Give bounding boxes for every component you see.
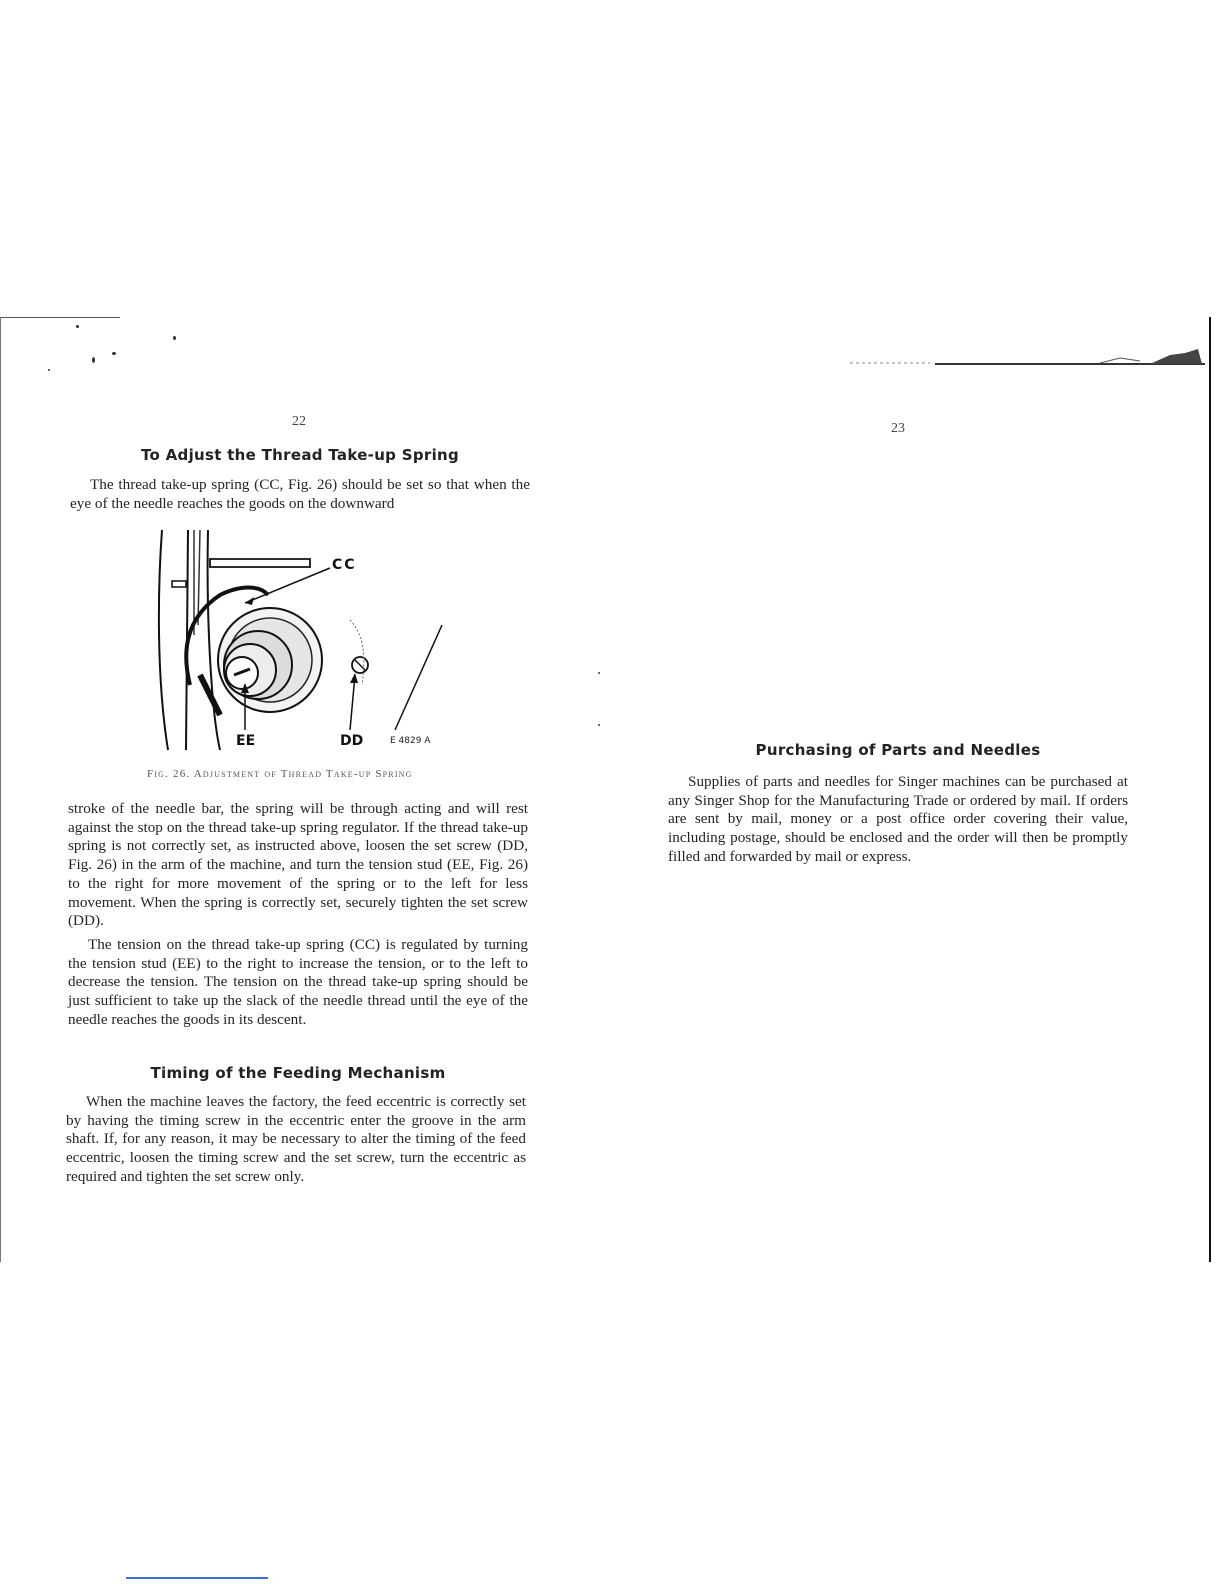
scan-speck [598, 672, 600, 674]
scan-speck [48, 369, 50, 371]
figure-caption: Fig. 26. Adjustment of Thread Take-up Spring [147, 768, 413, 780]
take-up-spring-illustration [150, 525, 450, 755]
figure-label-ee: EE [236, 733, 256, 749]
paragraph-feeding-timing: When the machine leaves the factory, the feed eccentric is correctly set by having the timing screw in the eccentric enter the groove in the arm shaft. If, for any reason, it may be necessary to alter the timing of the feed eccentric, loosen the timing screw and the set screw, turn the eccentric as required and tighten the set screw only. [66, 1093, 526, 1185]
scan-speck [112, 352, 116, 355]
footnote-rule [126, 1577, 268, 1579]
section-heading-feeding-mechanism: Timing of the Feeding Mechanism [150, 1064, 446, 1082]
scan-speck [76, 325, 79, 328]
paragraph-tension-regulation: The tension on the thread take-up spring (CC) is regulated by turning the tension stud (EE) to the right to increase the tension, or to the left to decrease the tension. The tension on the thread take-up spring should be just sufficient to take up the slack of the needle thread until the eye of the needle reaches the goods in its descent. [68, 936, 528, 1028]
paragraph-take-up-intro: The thread take-up spring (CC, Fig. 26) should be set so that when the eye of the needle reaches the goods on the downward [70, 476, 530, 512]
scan-speck [173, 336, 176, 340]
figure-label-dd: DD [340, 733, 364, 749]
paragraph-purchasing: Supplies of parts and needles for Singer machines can be purchased at any Singer Shop for the Manufacturing Trade or ordered by mail. If orders are sent by mail, money or a post office order covering their value, including postage, should be enclosed and the order will then be promptly filled and forwarded by mail or express. [668, 773, 1128, 865]
section-heading-purchasing: Purchasing of Parts and Needles [755, 741, 1041, 759]
figure-code: E 4829 A [390, 736, 431, 746]
figure-label-cc: CC [332, 557, 357, 573]
page-number-left: 22 [292, 414, 306, 429]
figure-take-up-spring [150, 525, 450, 755]
scan-edge-right [1209, 317, 1211, 1262]
paragraph-stroke-adjustment: stroke of the needle bar, the spring will be through acting and will rest against the stop on the thread take-up spring regulator. If the thread take-up spring is not correctly set, as instructed above, loosen the set screw (DD, Fig. 26) in the arm of the machine, and turn the tension stud (EE, Fig. 26) to the right for more movement of the spring or to the left for less movement. When the spring is correctly set, securely tighten the set screw (DD). [68, 800, 528, 930]
scan-noise-strip [850, 345, 1210, 373]
page-number-right: 23 [891, 421, 905, 436]
scan-edge-left [0, 317, 1, 1262]
scan-speck [92, 357, 95, 363]
section-heading-take-up-spring: To Adjust the Thread Take-up Spring [140, 446, 460, 464]
scan-edge-top [0, 317, 120, 318]
scan-speck [598, 724, 600, 726]
